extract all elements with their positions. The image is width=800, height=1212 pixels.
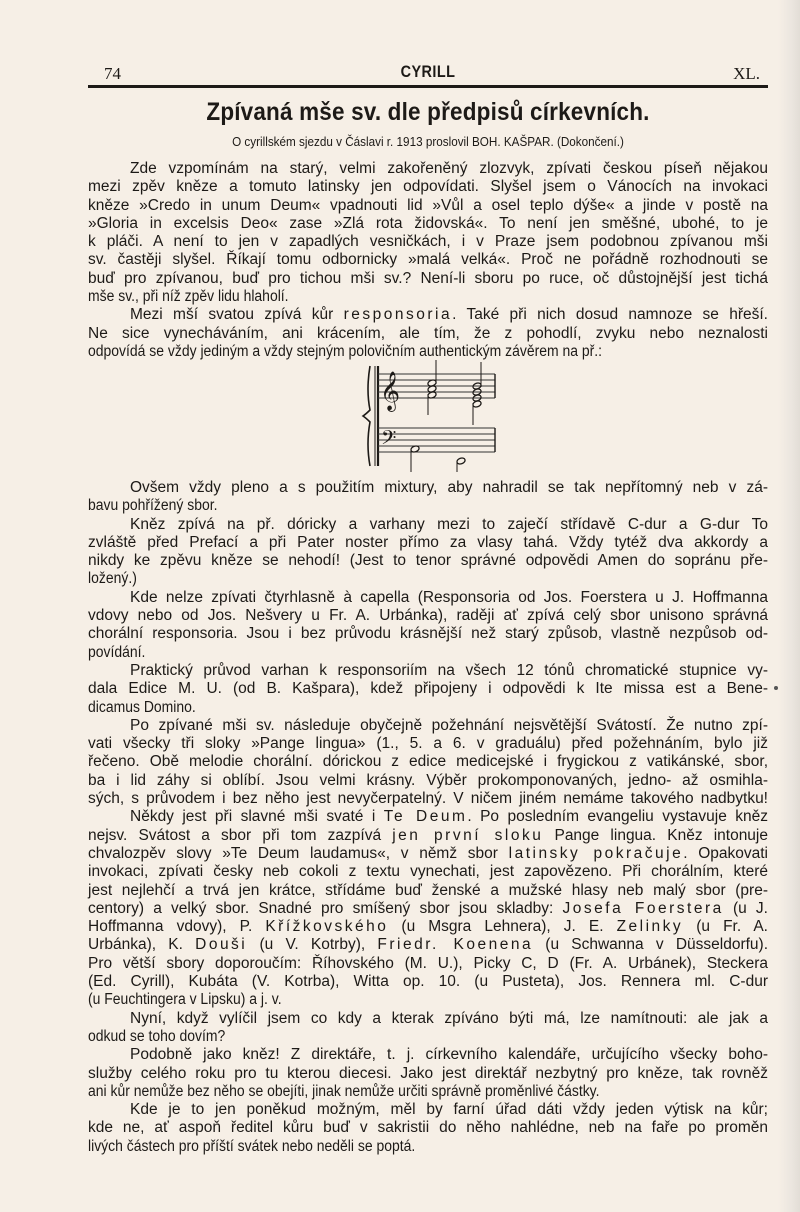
text-line: »Gloria in excelsis Deo« zase »Zlá rota židovská«. To není jen směšné, ubohé, to je bbox=[88, 214, 768, 232]
text-line: jest nejlehčí a trvá jen krátce, střídáme buď ženské a mužské hlasy neb malý sbor (pre- bbox=[88, 881, 768, 899]
paragraph-block-1 bbox=[88, 160, 768, 361]
text-line: Kde nelze zpívati čtyrhlasně à capella (Responsoria od Jos. Foerstera u J. Hoffmanna bbox=[130, 588, 768, 606]
running-header bbox=[88, 60, 768, 84]
text-line bbox=[88, 808, 768, 826]
staff-brace bbox=[363, 366, 370, 466]
text-line: dala Edice M. U. (od B. Kašpara), kdež připojeny i odpovědi k Ite missa est a Bene- bbox=[88, 680, 768, 698]
article-subtitle: O cyrillském sjezdu v Čáslavi r. 1913 proslovil BOH. KAŠPAR. (Dokončení.) bbox=[232, 134, 624, 149]
text-line: Nyní, když vylíčil jsem co kdy a kterak zpíváno býti má, lze namítnouti: ale jak a bbox=[130, 1009, 768, 1027]
text-line: chorální responsoria. Jsou i bez průvodu krásnější než starý způsob, vlastně nezpůsob od- bbox=[88, 625, 768, 643]
spaced-emphasis: Křížkovského bbox=[265, 918, 389, 936]
text-span: . Opakovati bbox=[683, 844, 768, 862]
text-line: kněze »Credo in unum Deum« vpadnouti lid »Vůl a osel teplo dýše« a jinde v postě na bbox=[88, 196, 768, 214]
text-span: Někdy jest při slavné mši svaté i bbox=[130, 808, 384, 826]
text-line: Pro větší sbory doporoučím: Říhovského (M. U.), Picky C, D (Fr. A. Urbánek), Steckera bbox=[88, 954, 768, 972]
text-line: Praktický průvod varhan k responsoriím na všech 12 tónů chromatické stupnice vy- bbox=[130, 661, 768, 679]
journal-title: CYRILL bbox=[400, 62, 456, 81]
text-line: vdovy nebo od Jos. Nešvery u Fr. A. Urbánka), raději ať zpívá celý sbor unisono správná bbox=[88, 607, 768, 625]
text-line: sv. častěji slyšel. Říkají tomu odbornicky »malá velká«. Proč ne pořádně rozhodnouti se bbox=[88, 251, 768, 269]
text-line: nikdy ke zpěvu kněze se nehodí! (Jest to tenor správné odpovědi Amen do sopránu pře- bbox=[88, 552, 768, 570]
text-line: ani kůr nemůže bez něho se obejíti, jinak nemůže určiti správně proměnlivé částky. bbox=[88, 1082, 600, 1100]
text-span: (u Schwanna v Düsseldorfu). bbox=[533, 936, 769, 954]
text-line: vati všecky tři sloky »Pange lingua» (1., 5. a 6. v graduálu) před požehnáním, bylo již bbox=[88, 735, 768, 753]
text-span: chvalozpěv slovy »Te Deum laudamus«, v němž sbor bbox=[88, 844, 509, 862]
spaced-emphasis: jen první sloku bbox=[392, 826, 544, 844]
text-span: Urbánka), K. bbox=[88, 936, 196, 954]
spaced-emphasis: latinsky pokračuje bbox=[508, 844, 684, 862]
text-line: bavu pohřížený sbor. bbox=[88, 497, 218, 515]
text-line: (Ed. Cyrill), Kubáta (V. Kotrba), Witta op. 10. (u Pusteta), Jos. Rennera ml. C-dur bbox=[88, 973, 768, 991]
text-span: nejsv. Svátost a sbor při tom zazpívá bbox=[88, 826, 393, 844]
text-line: mše sv., při níž zpěv lidu hlaholí. bbox=[88, 288, 289, 306]
text-line bbox=[88, 827, 768, 845]
text-line: (u Feuchtingera v Lipsku) a j. v. bbox=[88, 991, 282, 1009]
text-line: mezi zpěv kněze a tomuto latinsky jen odpovídati. Slyšel jsem o Vánocích na invokaci bbox=[88, 178, 768, 196]
spaced-emphasis: Douši bbox=[195, 936, 248, 954]
volume-number: XL. bbox=[733, 64, 760, 83]
text-line: Ne sice vynecháváním, ani krácením, ale tím, že z pohodlí, zvyku nebo neznalosti bbox=[88, 324, 768, 342]
text-line: Zde vzpomínám na starý, velmi zakořeněný zlozvyk, zpívati českou píseň nějakou bbox=[130, 160, 768, 177]
spaced-emphasis: Te Deum bbox=[383, 808, 468, 826]
text-line: dicamus Domino. bbox=[88, 698, 196, 716]
treble-clef-icon: 𝄞 bbox=[380, 371, 401, 411]
text-span: (u J. bbox=[723, 899, 768, 917]
text-span: (u V. Kotrby), bbox=[247, 936, 378, 954]
spaced-emphasis: Josefa Foerstera bbox=[562, 899, 724, 917]
text-line: povídání. bbox=[88, 643, 146, 661]
treble-chord-1 bbox=[427, 360, 437, 415]
text-span: Hoffmanna vdovy), P. bbox=[88, 918, 266, 936]
text-line: odkud se toho dovím? bbox=[88, 1027, 226, 1045]
text-line: buď pro zpívanou, buď pro tichou mši sv.? Není-li sboru po ruce, oč důstojnější jest tichá bbox=[88, 269, 768, 287]
text-line: zvláště před Prefací a při Pater noster přímo za vlasy tahá. Vždy tytéž dva akkordy a bbox=[88, 533, 768, 551]
text-line bbox=[88, 936, 768, 954]
music-example bbox=[360, 360, 510, 472]
text-line bbox=[88, 306, 768, 324]
text-line: Kněz zpívá na př. dóricky a varhany mezi to zaječí střídavě C-dur a G-dur To bbox=[130, 515, 768, 533]
margin-mark bbox=[774, 686, 778, 690]
text-span: (u Msgra Lehnera), J. E. bbox=[388, 918, 617, 936]
spaced-emphasis: responsoria bbox=[343, 306, 453, 324]
treble-chord-2 bbox=[472, 362, 482, 425]
article-title: Zpívaná mše sv. dle předpisů církevních. bbox=[206, 98, 650, 126]
text-span: centory) a velký sbor. Snadné pro smíšený sbor jsou skladby: bbox=[88, 899, 563, 917]
text-line: kde ne, ať aspoň ředitel kůru buď v sakristii do něho nahlédne, neb na faře po proměn bbox=[88, 1119, 768, 1137]
bass-clef-icon: 𝄢 bbox=[381, 426, 397, 454]
text-line: Podobně jako kněz! Z direktáře, t. j. církevního kalendáře, určujícího všecky boho- bbox=[130, 1046, 768, 1064]
text-line: řečeno. Obě melodie chorální. dórickou z edice medicejské i frygickou z vatikánské, sbor, bbox=[88, 753, 768, 771]
text-line: odpovídá se vždy jediným a vždy stejným polovičním authentickým závěrem na př.: bbox=[88, 342, 603, 360]
text-span: Mezi mší svatou zpívá kůr bbox=[130, 306, 344, 324]
bass-note-2 bbox=[456, 457, 466, 472]
text-line: Po zpívané mši sv. následuje obyčejně požehnání nejsvětější Svátostí. Že nutno zpí- bbox=[130, 716, 768, 734]
text-line: sých, s průvodem i bez něho jest nevyčerpatelný. V ničem jiném nemáme takového nadbytku! bbox=[88, 790, 768, 808]
text-line bbox=[88, 845, 768, 863]
bass-note-1 bbox=[410, 445, 420, 472]
text-line: služby celého roku pro tu kterou diecesi. Jako jest direktář nezbytný pro kněze, tak rovněž bbox=[88, 1064, 768, 1082]
text-line bbox=[88, 918, 768, 936]
spaced-emphasis: Zelinky bbox=[616, 918, 684, 936]
paragraph-block-3 bbox=[88, 479, 768, 1156]
text-line: livých částech pro příští svátek nebo neděli se poptá. bbox=[88, 1137, 416, 1155]
spaced-emphasis: Friedr. Koenena bbox=[377, 936, 534, 954]
page-edge-shadow bbox=[778, 0, 800, 1212]
text-span: . Také při nich dosud namnoze se hřeší. bbox=[452, 306, 768, 324]
text-span: . Po posledním evangeliu vystavuje kněz bbox=[467, 808, 769, 826]
text-line: k pláči. A není to jen v zapadlých vesničkách, i v Praze jsem podobnou zpívanou mši bbox=[88, 233, 768, 251]
text-line: invokaci, zpívati česky neb cokoli z textu vynechati, jest zapovězeno. Při chorálním, které bbox=[88, 863, 768, 881]
page-number: 74 bbox=[104, 64, 121, 83]
text-line: Kde je to jen poněkud možným, měl by farní úřad dáti vždy jeden výtisk na kůr; bbox=[130, 1101, 768, 1119]
text-span: (u Fr. A. bbox=[683, 918, 768, 936]
text-line: ložený.) bbox=[88, 570, 137, 588]
text-span: Pange lingua. Kněz intonuje bbox=[543, 826, 768, 844]
text-line bbox=[88, 900, 768, 918]
text-line: ba i lid záhy si oblíbí. Jsou velmi krásny. Výběr prokomponovaných, jedno- až osmihla- bbox=[88, 771, 768, 789]
text-line: Ovšem vždy pleno a s použitím mixtury, aby nahradil se tak nepřítomný neb v zá- bbox=[130, 479, 768, 496]
header-rule bbox=[88, 85, 768, 88]
